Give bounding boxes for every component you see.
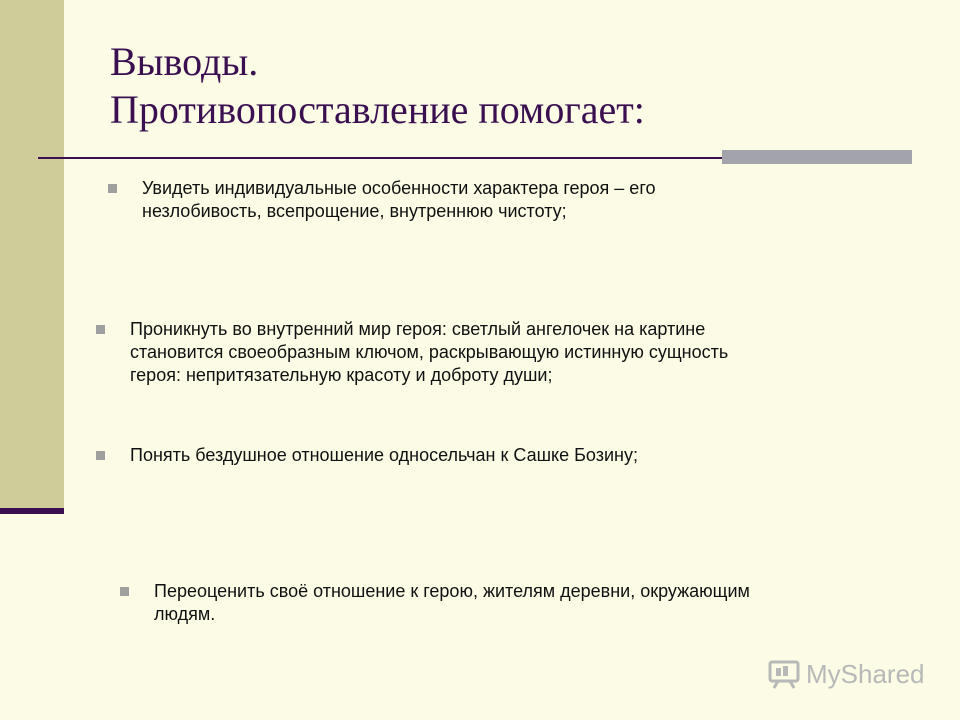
square-bullet-icon xyxy=(108,184,117,193)
bullet-line: Проникнуть во внутренний мир героя: светлый ангелочек на картине xyxy=(130,319,706,339)
slide-title xyxy=(110,38,645,134)
bullet-line: Переоценить своё отношение к герою, жителям деревни, окружающим xyxy=(154,581,750,601)
bullet-item xyxy=(96,318,926,387)
bullet-line: становится своеобразным ключом, раскрывающую истинную сущность xyxy=(130,342,729,362)
watermark-text: MyShared xyxy=(806,658,925,689)
bullet-line: людям. xyxy=(154,604,216,624)
bullet-text xyxy=(130,444,926,467)
bullet-item xyxy=(120,580,920,626)
bullet-item xyxy=(96,444,926,467)
square-bullet-icon xyxy=(96,325,105,334)
bullet-text xyxy=(142,177,928,223)
bullet-line: Увидеть индивидуальные особенности характера героя – его xyxy=(142,178,656,198)
bullet-item xyxy=(108,177,928,223)
bullet-line: Понять бездушное отношение односельчан к Сашке Бозину; xyxy=(130,445,638,465)
bullet-line: героя: непритязательную красоту и доброту души; xyxy=(130,365,553,385)
left-decorative-bar xyxy=(0,0,64,512)
slide-title-line-2: Противопоставление помогает: xyxy=(110,87,645,132)
presentation-board-icon xyxy=(768,659,800,689)
bullet-text xyxy=(130,318,926,387)
square-bullet-icon xyxy=(96,451,105,460)
slide-title-line-1: Выводы. xyxy=(110,39,259,84)
myshared-watermark xyxy=(768,658,925,690)
left-bar-accent-line xyxy=(0,508,64,514)
square-bullet-icon xyxy=(120,587,129,596)
bullet-line: незлобивость, всепрощение, внутреннюю чистоту; xyxy=(142,201,567,221)
bullet-text xyxy=(154,580,920,626)
title-underline-block xyxy=(722,150,912,164)
